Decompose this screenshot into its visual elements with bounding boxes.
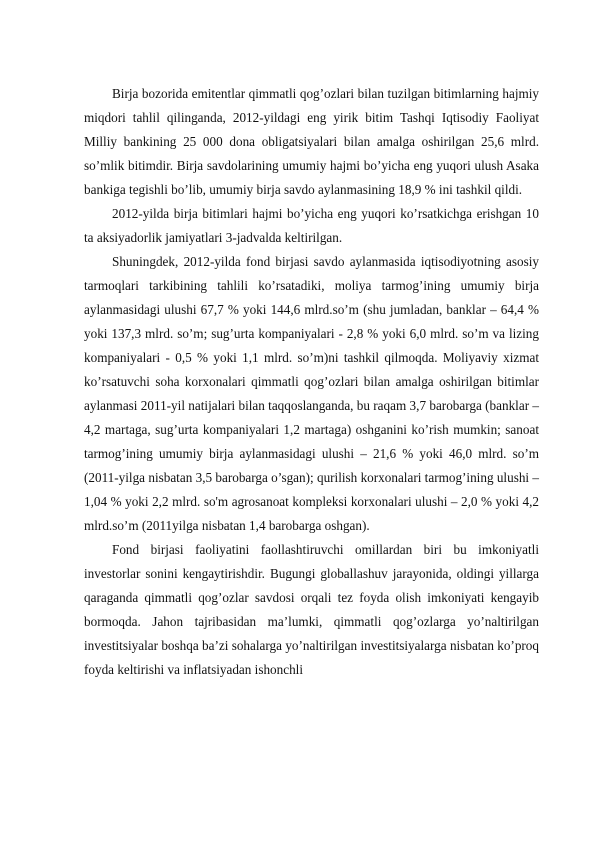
paragraph-investors: Fond birjasi faoliyatini faollashtiruvchi omillardan biri bu imkoniyatli investorlar sonini kengaytirishdir. Bugungi globallashuv jarayonida, oldingi yillarga qaraganda qimmatli qog’ozlar savdosi orqali tez foyda olish imkoniyati kengayib bormoqda. Jahon tajribasidan ma’lumki, qimmatli qog’ozlarga yo’naltirilgan investitsiyalar boshqa ba’zi sohalarga yo’naltirilgan investitsiyalarga nisbatan ko’proq foyda keltirishi va inflatsiyadan ishonchli — [84, 542, 539, 677]
paragraph-exchange-transactions: Birja bozorida emitentlar qimmatli qog’ozlari bilan tuzilgan bitimlarning hajmiy miqdori tahlil qilinganda, 2012-yildagi eng yirik bitim Tashqi Iqtisodiy Faoliyat Milliy bankining 25 000 dona obligatsiyalari bilan amalga oshirilgan 25,6 mlrd. so’mlik bitimdir. Birja savdolarining umumiy hajmi bo’yicha eng yuqori ulush Asaka bankiga tegishli bo’lib, umumiy birja savdo aylanmasining 18,9 % ini tashkil qildi. — [84, 86, 539, 197]
paragraph-sector-structure: Shuningdek, 2012-yilda fond birjasi savdo aylanmasida iqtisodiyotning asosiy tarmoqlari tarkibining tahlili ko’rsatadiki, moliya tarmog’ining umumiy birja aylanmasidagi ulushi 67,7 % yoki 144,6 mlrd.so’m (shu jumladan, banklar – 64,4 % yoki 137,3 mlrd. so’m; sug’urta kompaniyalari - 2,8 % yoki 6,0 mlrd. so’m va lizing kompaniyalari - 0,5 % yoki 1,1 mlrd. so’m)ni tashkil qilmoqda. Moliyaviy xizmat ko’rsatuvchi soha korxonalari qimmatli qog’ozlari bilan amalga oshirilgan bitimlar aylanmasi 2011-yil natijalari bilan taqqoslanganda, bu raqam 3,7 barobarga (banklar – 4,2 martaga, sug’urta kompaniyalari 1,2 martaga) oshganini ko’rish mumkin; sanoat tarmog’ining umumiy birja aylanmasidagi ulushi – 21,6 % yoki 46,0 mlrd. so’m (2011-yilga nisbatan 3,5 barobarga o’sgan); qurilish korxonalari tarmog’ining ulushi – 1,04 % yoki 2,2 mlrd. so'm agrosanoat kompleksi korxonalari ulushi – 2,0 % yoki 4,2 mlrd.so’m (2011yilga nisbatan 1,4 barobarga oshgan). — [84, 254, 539, 533]
paragraph-top-companies: 2012-yilda birja bitimlari hajmi bo’yicha eng yuqori ko’rsatkichga erishgan 10 ta aksiyadorlik jamiyatlari 3-jadvalda keltirilgan. — [84, 206, 539, 245]
document-body — [84, 82, 539, 682]
